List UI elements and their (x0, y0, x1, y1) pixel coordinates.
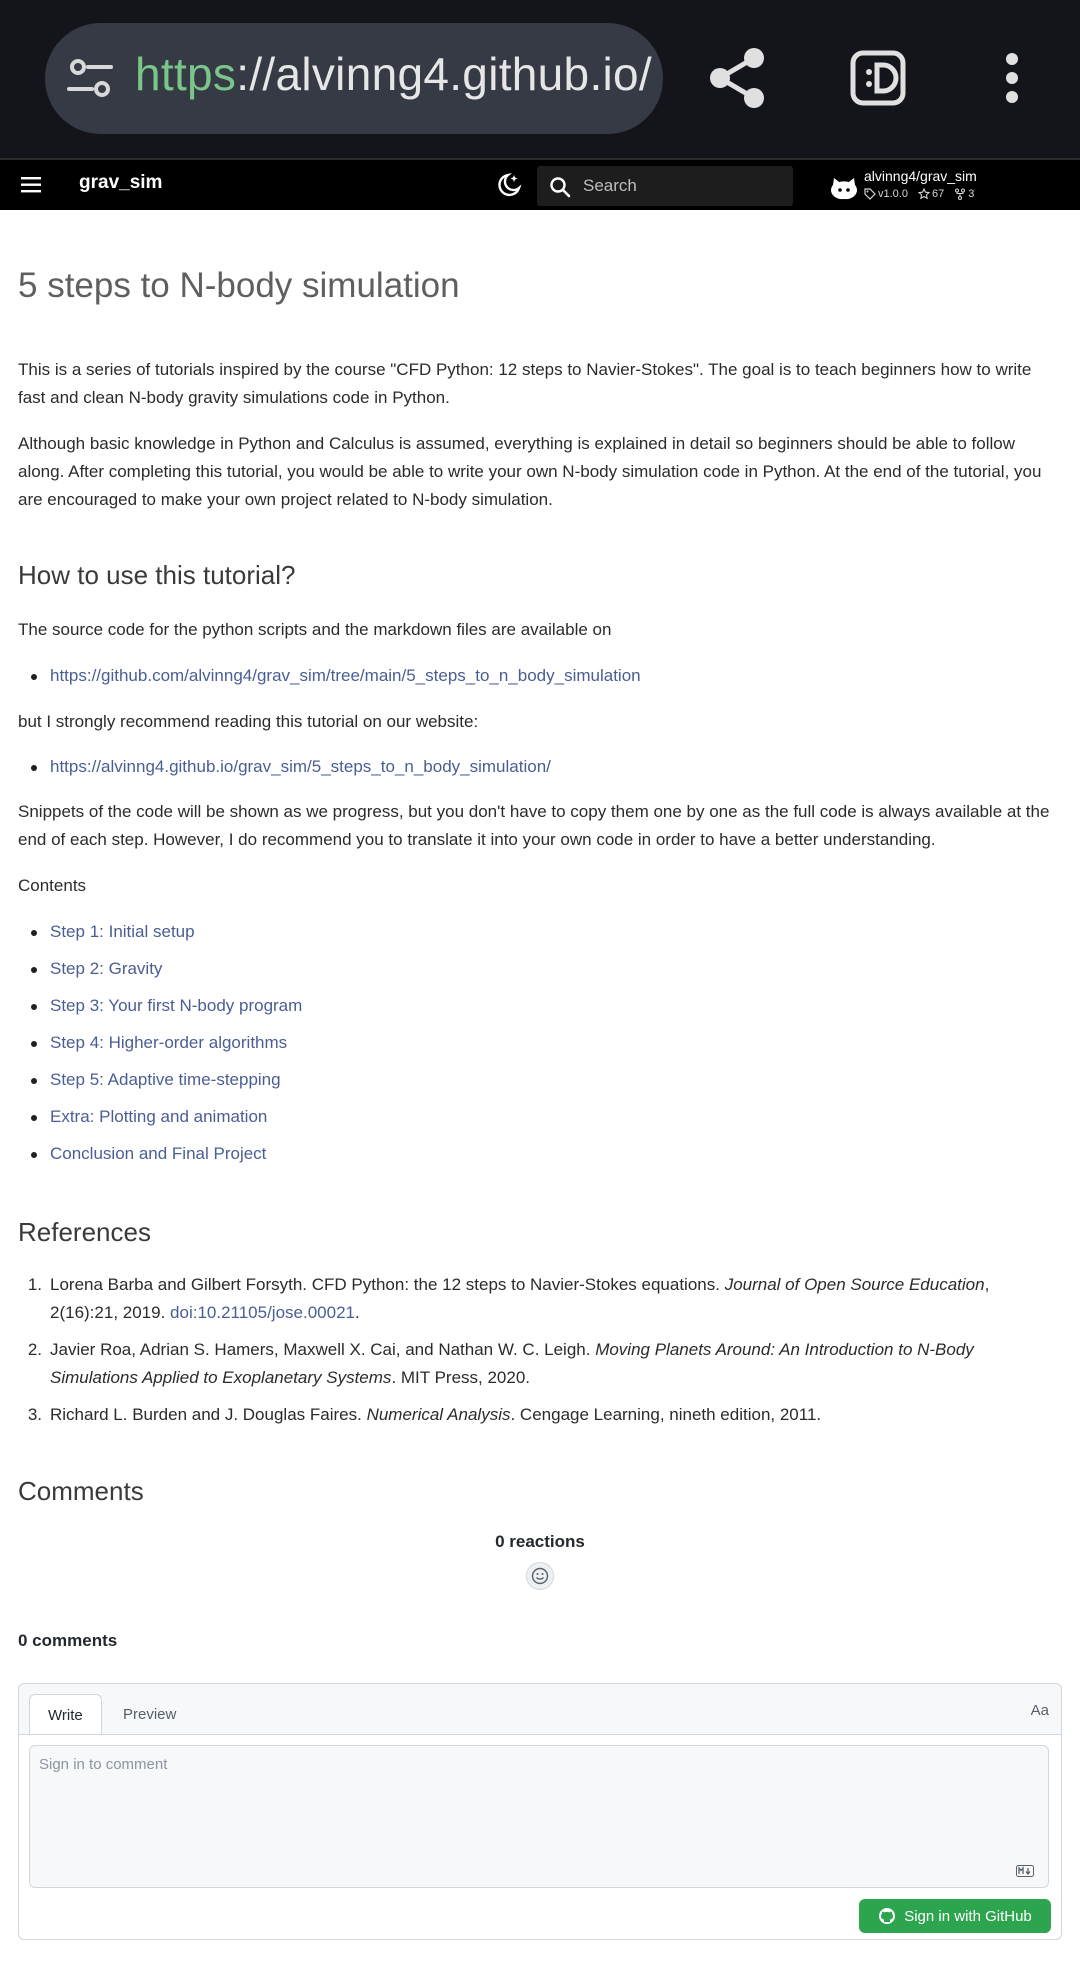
reactions-section (18, 1532, 1062, 1590)
repo-version (864, 188, 908, 200)
search-input[interactable] (583, 166, 783, 206)
repo-facts (864, 188, 974, 200)
list-item (50, 992, 1060, 1029)
reference-authors: Lorena Barba and Gilbert Forsyth. CFD Python: the 12 steps to Navier-Stokes equations. (50, 1275, 725, 1294)
more-menu-button[interactable] (970, 36, 1054, 120)
font-toggle-button[interactable]: Aa (1030, 1702, 1049, 1719)
comment-textarea[interactable] (30, 1746, 1048, 1887)
sign-in-github-button[interactable] (859, 1899, 1051, 1933)
site-header (0, 158, 1080, 210)
more-icon (1004, 52, 1020, 104)
snippets-paragraph: Snippets of the code will be shown as we progress, but you don't have to copy them one by one as the full code is always available at the end of each step. However, I do recommend you to translate it into your own code in order to have a better understanding. (18, 802, 1050, 849)
source-code-link[interactable]: https://github.com/alvinng4/grav_sim/tree/main/5_steps_to_n_body_simulation (50, 666, 641, 685)
comment-form-body (19, 1734, 1061, 1939)
contents-link-step-2[interactable]: Step 2: Gravity (50, 959, 163, 978)
contents-link-step-5[interactable]: Step 5: Adaptive time-stepping (50, 1070, 281, 1089)
reactions-count: 0 reactions (495, 1532, 585, 1551)
github-icon (830, 174, 858, 200)
tag-icon (864, 188, 876, 200)
list-item (50, 1029, 1060, 1066)
reference-venue: Numerical Analysis (366, 1405, 511, 1424)
dark-mode-icon[interactable] (494, 170, 524, 200)
extension-icon (850, 50, 906, 106)
star-icon (918, 188, 930, 200)
contents-label: Contents (18, 876, 87, 895)
intro-paragraph-2: Although basic knowledge in Python and Calculus is assumed, everything is explained in detail so beginners should be able to follow along. After completing this tutorial, you would be able to write your own N-body simulation code in Python. At the end of the tutorial, you are encouraged to make your own project related to N-body simulation. (18, 434, 1042, 509)
github-icon (878, 1907, 896, 1925)
reference-item (27, 1271, 1060, 1327)
browser-toolbar (0, 0, 1080, 158)
tab-write[interactable]: Write (29, 1694, 102, 1735)
how-to-heading: How to use this tutorial? (18, 560, 296, 590)
reference-authors: Javier Roa, Adrian S. Hamers, Maxwell X. Cai, and Nathan W. C. Leigh. (50, 1340, 596, 1359)
repo-stars-count: 67 (931, 188, 945, 200)
list-item (50, 1066, 1060, 1103)
contents-list (50, 918, 1060, 1177)
smiley-icon (531, 1567, 549, 1585)
tune-icon[interactable] (67, 55, 113, 101)
website-paragraph: but I strongly recommend reading this tutorial on our website: (18, 712, 479, 731)
list-item (50, 1103, 1060, 1140)
intro-paragraph-1: This is a series of tutorials inspired by the course "CFD Python: 12 steps to Navier-Stokes". The goal is to teach beginners how to write fast and clean N-body gravity simulations code in Python. (18, 360, 1032, 407)
reference-number: 3. (27, 1405, 42, 1424)
repo-version-text: v1.0.0 (878, 188, 908, 200)
search-box[interactable] (537, 166, 793, 206)
contents-link-step-3[interactable]: Step 3: Your first N-body program (50, 996, 303, 1015)
search-icon (549, 176, 571, 198)
reference-venue: Moving Planets Around: An Introduction to N-Body Simulations Applied to Exoplanetary Systems (50, 1340, 974, 1387)
comments-count: 0 comments (18, 1631, 118, 1650)
reference-details: , 2(16):21, 2019. (50, 1275, 990, 1322)
sign-in-label: Sign in with GitHub (904, 1907, 1032, 1925)
list-item (50, 955, 1060, 992)
website-link[interactable]: https://alvinng4.github.io/grav_sim/5_steps_to_n_body_simulation/ (50, 757, 551, 776)
contents-link-step-4[interactable]: Step 4: Higher-order algorithms (50, 1033, 288, 1052)
repo-link[interactable] (826, 164, 1076, 208)
comment-textarea-wrapper (29, 1745, 1049, 1888)
menu-icon[interactable] (18, 172, 46, 198)
references-list (27, 1271, 1060, 1429)
contents-link-extra[interactable]: Extra: Plotting and animation (50, 1107, 268, 1126)
doi-link[interactable]: doi:10.21105/jose.00021 (170, 1303, 355, 1322)
site-title[interactable]: grav_sim (79, 172, 163, 193)
contents-link-conclusion[interactable]: Conclusion and Final Project (50, 1144, 267, 1163)
list-item (50, 1140, 1060, 1177)
reference-details: . MIT Press, 2020. (391, 1368, 531, 1387)
extension-button[interactable] (836, 36, 920, 120)
reference-authors: Richard L. Burden and J. Douglas Faires. (50, 1405, 367, 1424)
reference-number: 1. (27, 1275, 42, 1294)
reference-number: 2. (27, 1340, 42, 1359)
share-icon (708, 46, 768, 110)
repo-stars (918, 188, 944, 200)
website-link-list (50, 753, 1060, 790)
add-reaction-button[interactable] (526, 1562, 554, 1590)
comment-form (18, 1683, 1062, 1940)
reference-venue: Journal of Open Source Education (724, 1275, 985, 1294)
contents-link-step-1[interactable]: Step 1: Initial setup (50, 922, 195, 941)
url-rest: ://alvinng4.github.io/ (236, 48, 653, 100)
address-bar[interactable] (45, 23, 663, 134)
tab-preview[interactable]: Preview (123, 1706, 177, 1723)
repo-forks (954, 188, 974, 200)
fork-icon (954, 188, 966, 200)
page-title: 5 steps to N-body simulation (18, 266, 460, 305)
share-button[interactable] (696, 36, 780, 120)
repo-name: alvinng4/grav_sim (864, 168, 977, 184)
reference-item (27, 1401, 1060, 1429)
comments-heading: Comments (18, 1476, 144, 1506)
reference-details: . Cengage Learning, nineth edition, 2011. (510, 1405, 822, 1424)
list-item (50, 753, 1060, 790)
url-scheme: https (135, 48, 237, 100)
list-item (50, 918, 1060, 955)
repo-forks-count: 3 (968, 188, 975, 200)
list-item (50, 662, 1060, 699)
url-text[interactable] (135, 47, 652, 101)
markdown-icon (1016, 1865, 1034, 1877)
reference-item (27, 1336, 1060, 1392)
source-paragraph: The source code for the python scripts and the markdown files are available on (18, 620, 612, 639)
references-heading: References (18, 1217, 151, 1247)
reference-end: . (355, 1303, 360, 1322)
source-link-list (50, 662, 1060, 699)
